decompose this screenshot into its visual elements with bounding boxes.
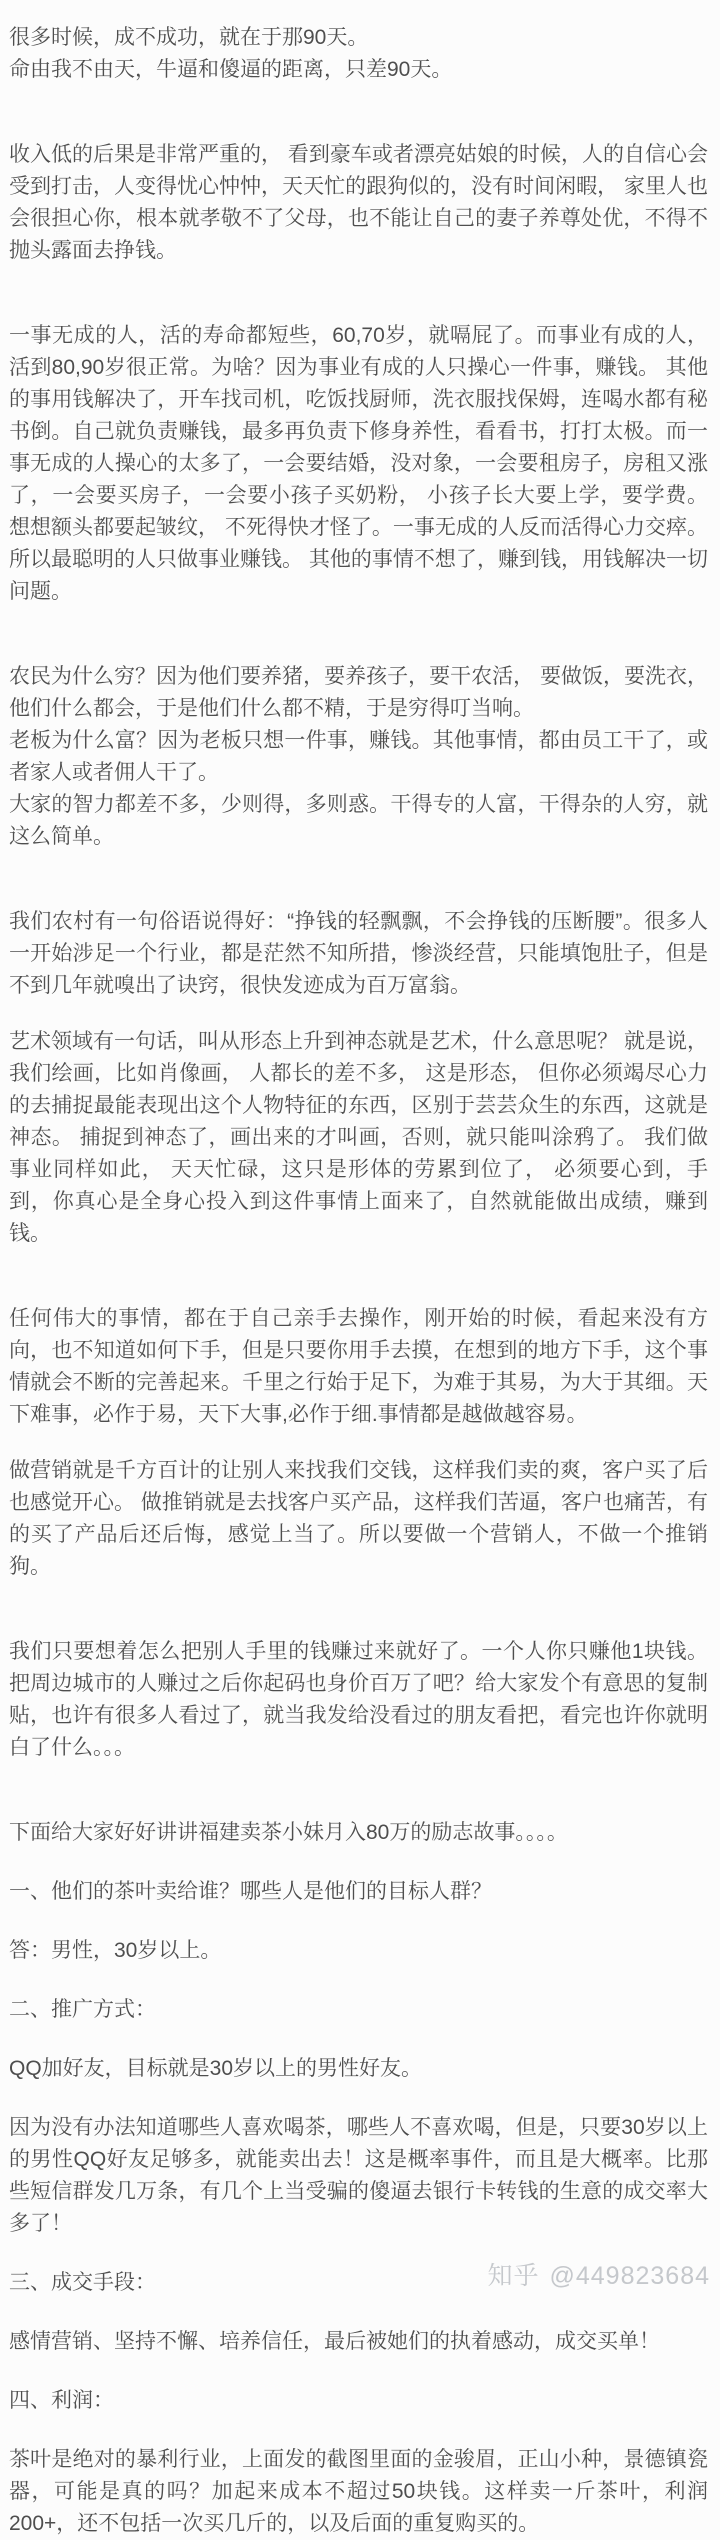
paragraph: 我们只要想着怎么把别人手里的钱赚过来就好了。一个人你只赚他1块钱。把周边城市的人赚过之后你起码也身价百万了吧？给大家发个有意思的复制贴，也许有很多人看过了，就当我发给没看过的朋友看把，看完也许你就明白了什么。。。 [9, 1640, 708, 1759]
paragraph: 农民为什么穷？因为他们要养猪，要养孩子，要干农活， 要做饭，要洗衣，他们什么都会，于是他们什么都不精，于是穷得叮当响。 老板为什么富？因为老板只想一件事，赚钱。其他事情，都由员工干了，或者家人或者佣人干了。 大家的智力都差不多，少则得，多则惑。干得专的人富，干得杂的人穷，就这么简单。 [9, 665, 708, 848]
paragraph: 因为没有办法知道哪些人喜欢喝茶，哪些人不喜欢喝，但是，只要30岁以上的男性QQ好友足够多，就能卖出去！这是概率事件，而且是大概率。比那些短信群发几万条，有几个上当受骗的傻逼去银行卡转钱的生意的成交率大多了！ [9, 2116, 708, 2235]
paragraph: QQ加好友，目标就是30岁以上的男性好友。 [9, 2057, 423, 2080]
paragraph: 做营销就是千方百计的让别人来找我们交钱，这样我们卖的爽，客户买了后也感觉开心。 做推销就是去找客户买产品，这样我们苦逼，客户也痛苦，有的买了产品后还后悔，感觉上当了。所以要做一个营销人，不做一个推销狗。 [9, 1459, 708, 1578]
paragraph: 艺术领域有一句话，叫从形态上升到神态就是艺术，什么意思呢？ 就是说，我们绘画，比如肖像画， 人都长的差不多， 这是形态， 但你必须竭尽心力的去捕捉最能表现出这个人物特征的东西，区别于芸芸众生的东西，这就是神态。 捕捉到神态了，画出来的才叫画，否则，就只能叫涂鸦了。 我们做事业同样如此， 天天忙碌，这只是形体的劳累到位了， 必须要心到，手到，你真心是全身心投入到这件事情上面来了，自然就能做出成绩，赚到钱。 [9, 1030, 708, 1245]
paragraph: 收入低的后果是非常严重的， 看到豪车或者漂亮姑娘的时候，人的自信心会受到打击，人变得忧心忡忡，天天忙的跟狗似的，没有时间闲暇， 家里人也会很担心你，根本就孝敬不了父母，也不能让自己的妻子养尊处优，不得不抛头露面去挣钱。 [9, 143, 708, 262]
paragraph: 我们农村有一句俗语说得好：“挣钱的轻飘飘，不会挣钱的压断腰”。很多人一开始涉足一个行业，都是茫然不知所措，惨淡经营，只能填饱肚子，但是不到几年就嗅出了诀窍，很快发迹成为百万富翁。 [9, 910, 708, 997]
paragraph: 茶叶是绝对的暴利行业，上面发的截图里面的金骏眉，正山小种，景德镇瓷器，可能是真的吗？加起来成本不超过50块钱。这样卖一斤茶叶，利润200+，还不包括一次买几斤的，以及后面的重复购买的。 [9, 2448, 708, 2535]
zhihu-logo-text: 知乎 [487, 2262, 540, 2290]
qa-section [9, 1817, 708, 2540]
paragraph: 答：男性，30岁以上。 [9, 1939, 222, 1962]
paragraph: 感情营销、坚持不懈、培养信任，最后被她们的执着感动，成交买单！ [9, 2330, 660, 2353]
paragraph: 一事无成的人，活的寿命都短些，60,70岁，就嗝屁了。而事业有成的人，活到80,90岁很正常。为啥？因为事业有成的人只操心一件事，赚钱。 其他的事用钱解决了，开车找司机，吃饭找厨师，洗衣服找保姆，连喝水都有秘书倒。自己就负责赚钱，最多再负责下修身养性，看看书，打打太极。而一事无成的人操心的太多了，一会要结婚，没对象，一会要租房子，房租又涨了，一会要买房子，一会要小孩子买奶粉， 小孩子长大要上学，要学费。 想想额头都要起皱纹， 不死得快才怪了。一事无成的人反而活得心力交瘁。 所以最聪明的人只做事业赚钱。 其他的事情不想了，赚到钱，用钱解决一切问题。 [9, 324, 708, 603]
paragraph: 三、成交手段： [9, 2271, 156, 2294]
watermark-user-id: @449823684 [549, 2262, 710, 2290]
paragraph: 很多时候，成不成功，就在于那90天。 命由我不由天，牛逼和傻逼的距离，只差90天。 [9, 26, 453, 81]
zhihu-watermark [487, 2256, 710, 2292]
paragraph: 四、利润： [9, 2389, 114, 2412]
paragraph: 下面给大家好好讲讲福建卖茶小妹月入80万的励志故事。。。。 [9, 1821, 568, 1844]
paragraph: 一、他们的茶叶卖给谁？哪些人是他们的目标人群？ [9, 1880, 492, 1903]
paragraph: 二、推广方式： [9, 1998, 156, 2021]
paragraph: 任何伟大的事情，都在于自己亲手去操作，刚开始的时候，看起来没有方向，也不知道如何下手，但是只要你用手去摸，在想到的地方下手，这个事情就会不断的完善起来。千里之行始于足下，为难于其易，为大于其细。天下难事，必作于易，天下大事,必作于细.事情都是越做越容易。 [9, 1307, 708, 1426]
essay-section [9, 22, 708, 1764]
